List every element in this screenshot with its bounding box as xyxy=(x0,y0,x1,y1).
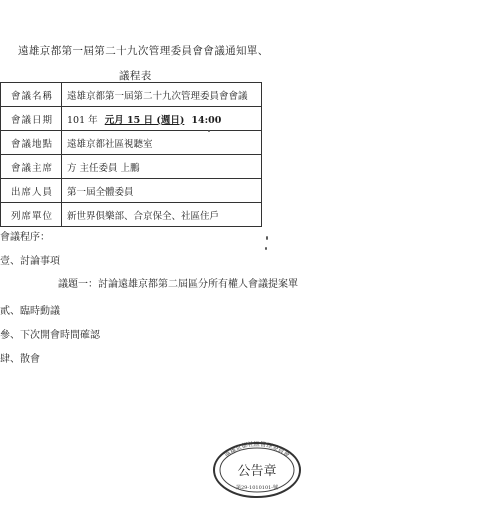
scan-speck xyxy=(208,130,210,132)
meeting-date-value xyxy=(62,107,262,131)
attendees-label: 出席人員 xyxy=(1,179,62,203)
agenda-heading: 會議程序： xyxy=(0,232,50,243)
meeting-chair-label: 會議主席 xyxy=(1,155,62,179)
table-row xyxy=(1,203,262,227)
table-row xyxy=(1,155,262,179)
table-row xyxy=(1,107,262,131)
meeting-name-label: 會議名稱 xyxy=(1,83,62,107)
meeting-location-value: 遠雄京都社區視聽室 xyxy=(62,131,262,155)
agenda-item: 貳、臨時動議 xyxy=(0,306,60,317)
observers-label: 列席單位 xyxy=(1,203,62,227)
notice-subtitle: 議程表 xyxy=(119,70,152,82)
table-row xyxy=(1,131,262,155)
agenda-item: 壹、討論事項 xyxy=(0,256,60,267)
notice-title: 遠雄京都第一屆第二十九次管理委員會會議通知單、 xyxy=(18,45,269,57)
observers-value: 新世界俱樂部、合京保全、社區住戶 xyxy=(62,203,262,227)
official-seal-icon xyxy=(212,441,302,499)
seal-center-text: 公告章 xyxy=(237,464,277,479)
meeting-location-label: 會議地點 xyxy=(1,131,62,155)
seal-bottom-text: 第29-1010101-號 xyxy=(235,485,279,491)
agenda-item: 肆、散會 xyxy=(0,354,40,365)
attendees-value: 第一屆全體委員 xyxy=(62,179,262,203)
seal-ring-text: 遠雄京都社區管理委員會 xyxy=(223,441,291,460)
table-row xyxy=(1,83,262,107)
scan-speck xyxy=(266,236,268,240)
agenda-subitem: 議題一：討論遠雄京都第二屆區分所有權人會議提案單 xyxy=(58,279,298,290)
meeting-name-value: 遠雄京都第一屆第二十九次管理委員會會議 xyxy=(62,83,262,107)
date-day: 元月 15 日 (週日) xyxy=(104,114,185,126)
date-time: 14:00 xyxy=(191,114,222,126)
date-year: 101 年 xyxy=(67,114,98,126)
meeting-chair-value: 方 主任委員 上鵬 xyxy=(62,155,262,179)
table-row xyxy=(1,179,262,203)
agenda-item: 參、下次開會時間確認 xyxy=(0,330,100,341)
scan-speck xyxy=(265,247,267,250)
meeting-date-label: 會議日期 xyxy=(1,107,62,131)
meeting-info-table xyxy=(0,82,262,227)
